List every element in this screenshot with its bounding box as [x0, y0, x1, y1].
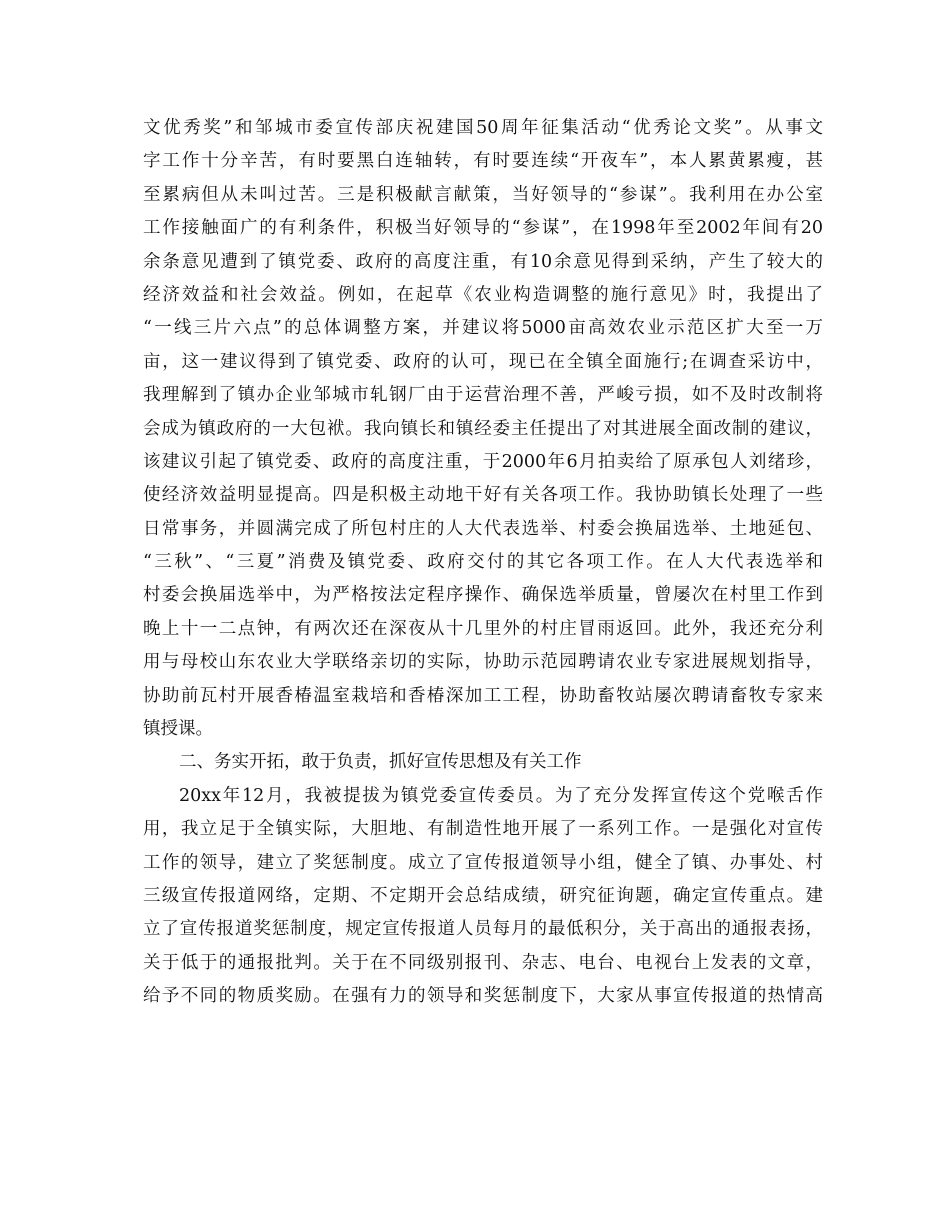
text-line: 亩，这一建议得到了镇党委、政府的认可，现已在全镇全面施行;在调查采访中，: [143, 351, 823, 372]
text-line: 我理解到了镇办企业邹城市轧钢厂由于运营治理不善，严峻亏损，如不及时改制将: [143, 385, 823, 406]
text-line: “一线三片六点”的总体调整方案，并建议将5000亩高效农业示范区扩大至一万: [143, 318, 823, 339]
text-line: 余条意见遭到了镇党委、政府的高度注重，有10余意见得到采纳，产生了较大的: [143, 251, 823, 272]
text-line: 二、务实开拓，敢于负责，抓好宣传思想及有关工作: [179, 752, 582, 773]
text-line: 用与母校山东农业大学联络亲切的实际，协助示范园聘请农业专家进展规划指导，: [143, 652, 823, 673]
text-line: 20xx年12月，我被提拔为镇党委宣传委员。为了充分发挥宣传这个党喉舌作: [179, 785, 823, 806]
text-line: 立了宣传报道奖惩制度，规定宣传报道人员每月的最低积分，关于高出的通报表扬，: [143, 919, 823, 940]
text-line: 日常事务，并圆满完成了所包村庄的人大代表选举、村委会换届选举、土地延包、: [143, 518, 823, 539]
body-text: [143, 112, 823, 1014]
text-line: 使经济效益明显提高。四是积极主动地干好有关各项工作。我协助镇长处理了一些: [143, 485, 823, 506]
text-line: “三秋”、“三夏”消费及镇党委、政府交付的其它各项工作。在人大代表选举和: [143, 552, 823, 573]
text-line: 会成为镇政府的一大包袱。我向镇长和镇经委主任提出了对其进展全面改制的建议，: [143, 418, 823, 439]
text-line: 工作接触面广的有利条件，积极当好领导的“参谋”，在1998年至2002年间有20: [143, 218, 823, 239]
text-line: 经济效益和社会效益。例如，在起草《农业构造调整的施行意见》时，我提出了: [143, 284, 823, 305]
text-line: 三级宣传报道网络，定期、不定期开会总结成绩，研究征询题，确定宣传重点。建: [143, 885, 823, 906]
text-line: 关于低于的通报批判。关于在不同级别报刊、杂志、电台、电视台上发表的文章，: [143, 952, 823, 973]
text-line: 工作的领导，建立了奖惩制度。成立了宣传报道领导小组，健全了镇、办事处、村: [143, 852, 823, 873]
text-line: 至累病但从未叫过苦。三是积极献言献策，当好领导的“参谋”。我利用在办公室: [143, 184, 823, 205]
text-line: 村委会换届选举中，为严格按法定程序操作、确保选举质量，曾屡次在村里工作到: [143, 585, 823, 606]
text-line: 文优秀奖”和邹城市委宣传部庆祝建国50周年征集活动“优秀论文奖”。从事文: [143, 118, 823, 138]
text-line: 给予不同的物质奖励。在强有力的领导和奖惩制度下，大家从事宣传报道的热情高: [143, 986, 823, 1007]
text-line: 晚上十一二点钟，有两次还在深夜从十几里外的村庄冒雨返回。此外，我还充分利: [143, 618, 823, 639]
text-line: 镇授课。: [143, 719, 213, 740]
text-line: 协助前瓦村开展香椿温室栽培和香椿深加工工程，协助畜牧站屡次聘请畜牧专家来: [143, 685, 823, 706]
text-line: 字工作十分辛苦，有时要黑白连轴转，有时要连续“开夜车”，本人累黄累瘦，甚: [143, 151, 823, 172]
text-line: 该建议引起了镇党委、政府的高度注重，于2000年6月拍卖给了原承包人刘绪珍，: [143, 451, 823, 472]
text-line: 用，我立足于全镇实际，大胆地、有制造性地开展了一系列工作。一是强化对宣传: [143, 819, 823, 840]
